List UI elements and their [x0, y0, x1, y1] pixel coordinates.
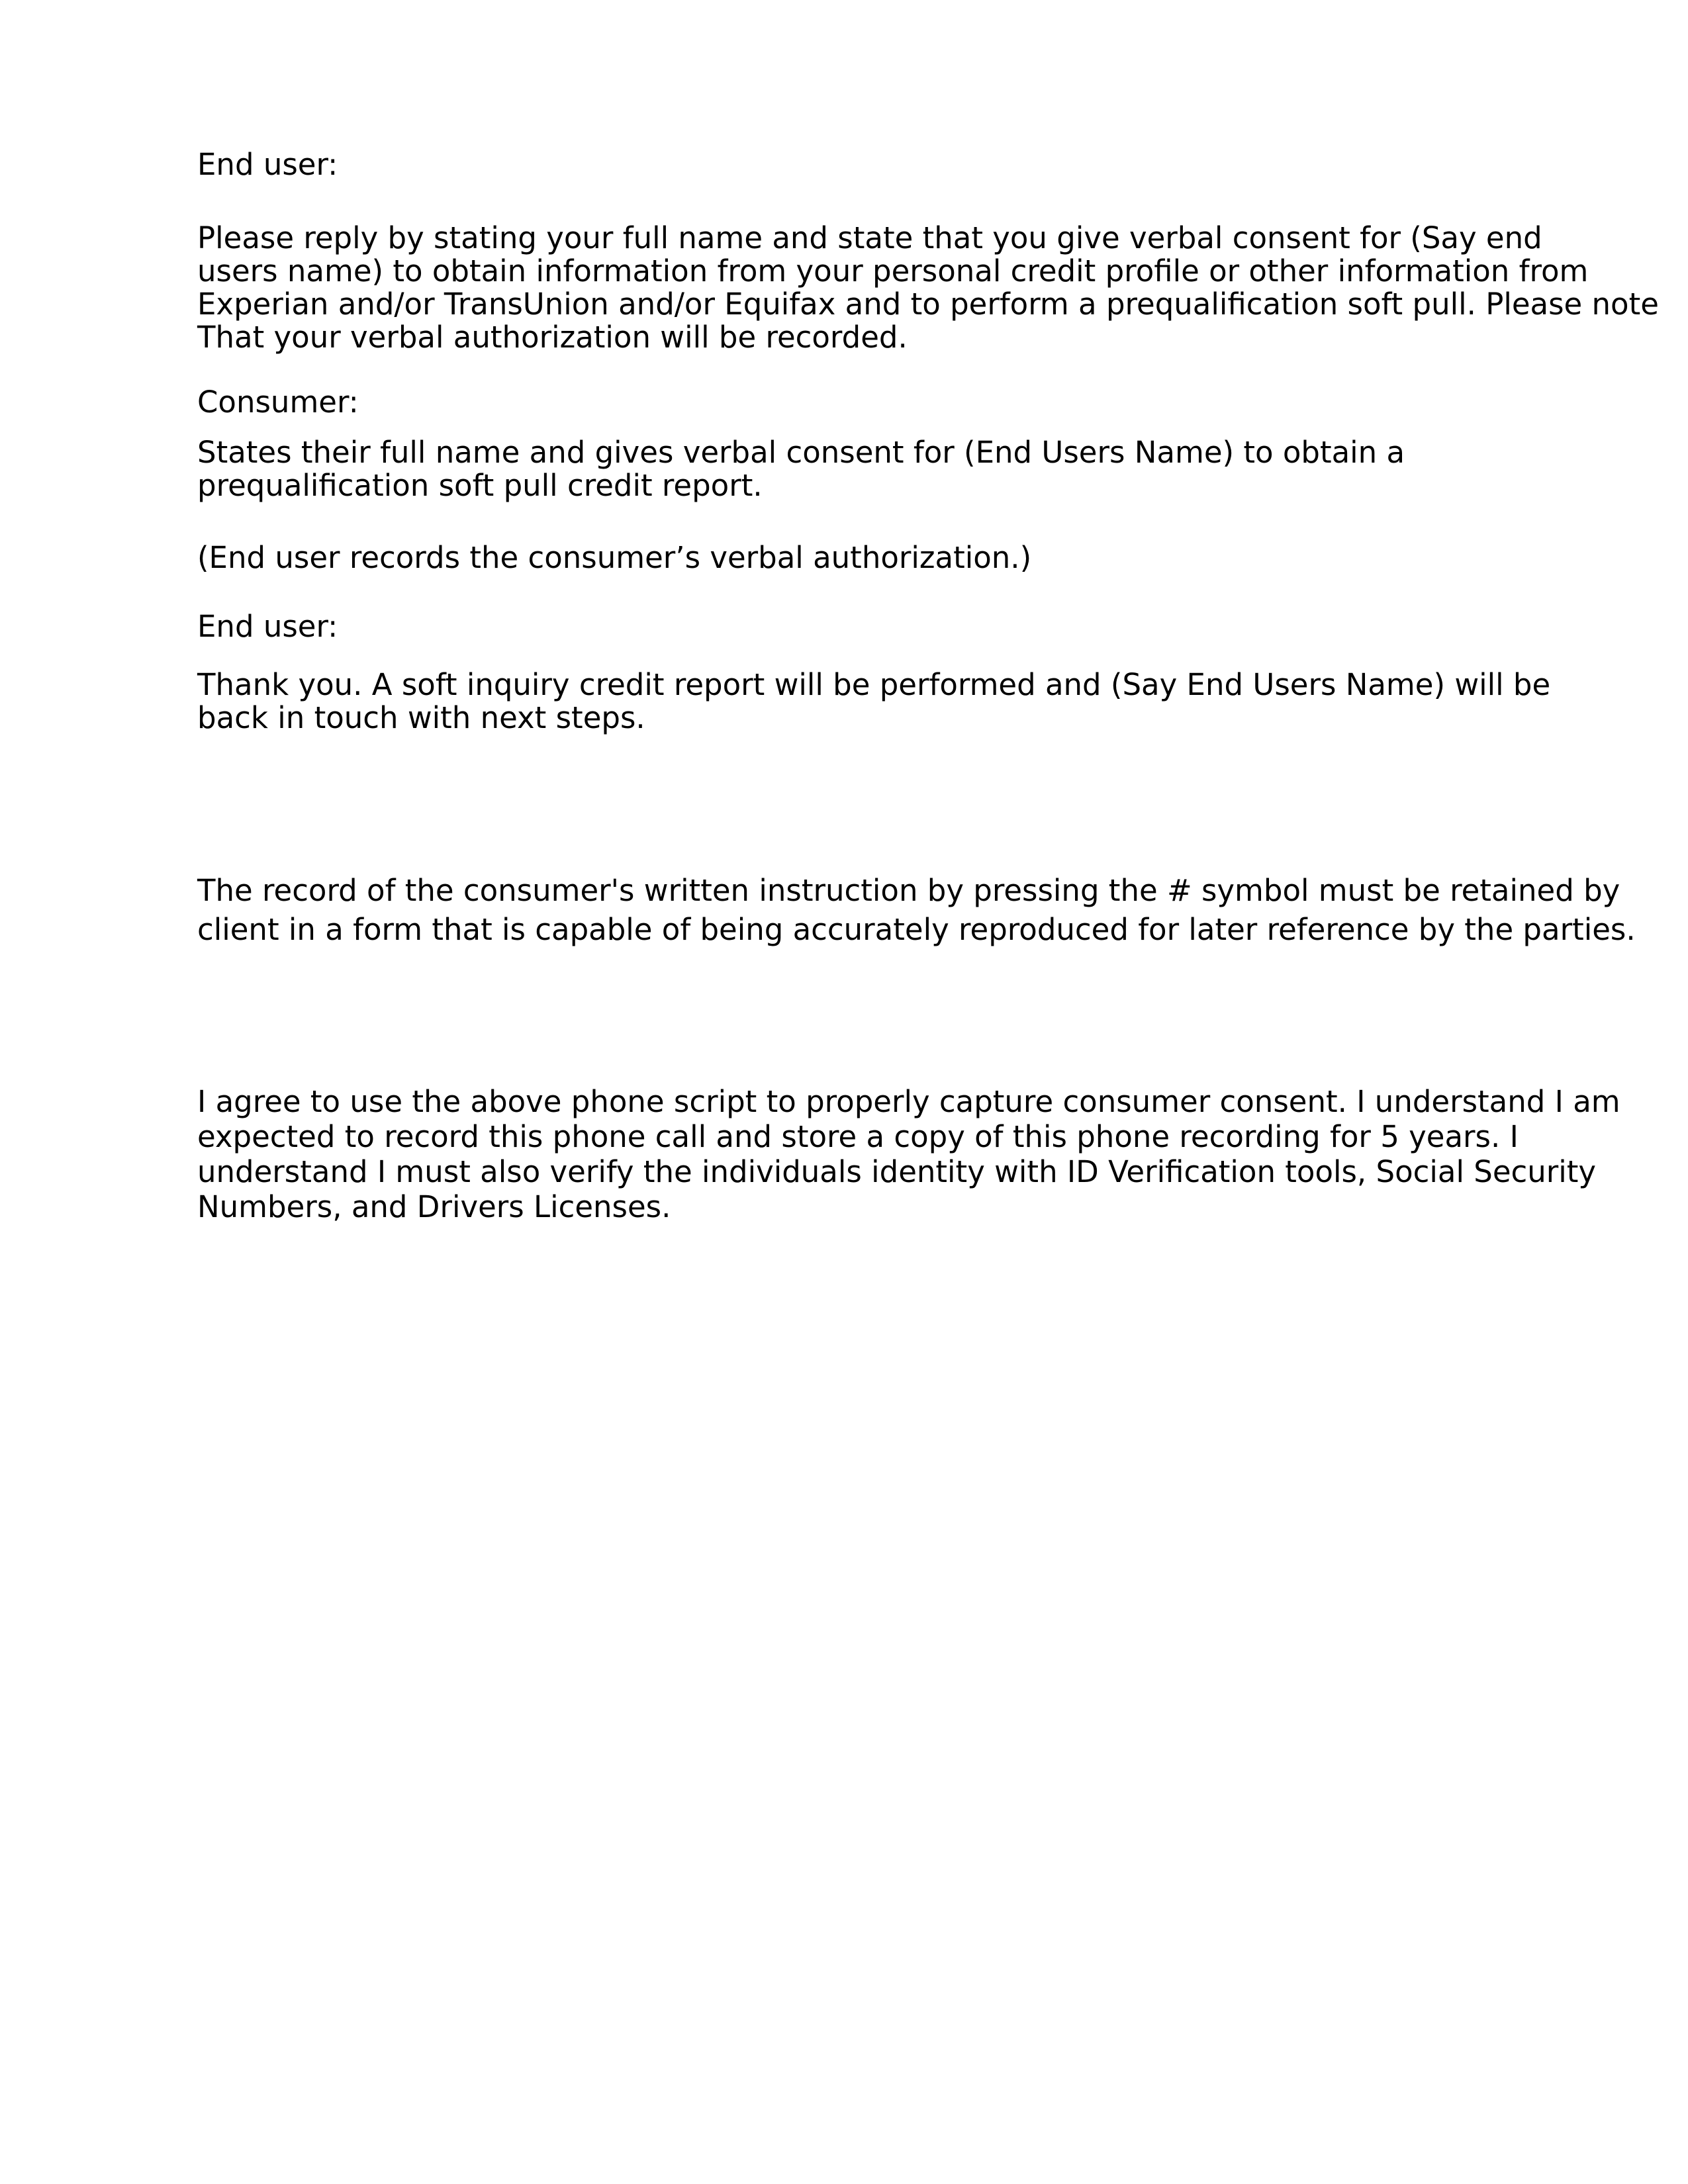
- text-line: understand I must also verify the individuals identity with ID Verification tools, Social Security: [197, 1154, 1597, 1189]
- text-line: users name) to obtain information from your personal credit profile or other information from: [197, 253, 1589, 289]
- recording-note: [197, 541, 1031, 574]
- end-user-label: [197, 610, 338, 643]
- end-user-label: [197, 148, 338, 181]
- text-line: prequalification soft pull credit report.: [197, 468, 763, 503]
- text-line: That your verbal authorization will be recorded.: [197, 320, 908, 355]
- text-line: back in touch with next steps.: [197, 700, 645, 735]
- consumer-label: [197, 386, 359, 419]
- agreement-paragraph: [197, 1084, 1620, 1224]
- text-line: client in a form that is capable of being accurately reproduced for later reference by the parties.: [197, 912, 1636, 947]
- text-line: Consumer:: [197, 385, 359, 420]
- text-line: End user:: [197, 609, 338, 644]
- text-line: Please reply by stating your full name and state that you give verbal consent for (Say end: [197, 220, 1542, 255]
- text-line: End user:: [197, 147, 338, 182]
- text-line: Thank you. A soft inquiry credit report will be performed and (Say End Users Name) will be: [197, 667, 1551, 702]
- end-user-prompt-paragraph: [197, 222, 1659, 354]
- text-line: The record of the consumer's written instruction by pressing the # symbol must be retained by: [197, 873, 1620, 908]
- retention-requirement-paragraph: [197, 871, 1636, 949]
- text-line: Experian and/or TransUnion and/or Equifax and to perform a prequalification soft pull. Please note: [197, 287, 1659, 322]
- text-line: Numbers, and Drivers Licenses.: [197, 1189, 671, 1224]
- end-user-closing-paragraph: [197, 668, 1550, 735]
- text-line: States their full name and gives verbal consent for (End Users Name) to obtain a: [197, 435, 1405, 470]
- text-line: I agree to use the above phone script to properly capture consumer consent. I understand I am: [197, 1084, 1620, 1119]
- consumer-response-paragraph: [197, 436, 1405, 502]
- text-line: expected to record this phone call and store a copy of this phone recording for 5 years. I: [197, 1119, 1519, 1154]
- text-line: (End user records the consumer’s verbal authorization.): [197, 540, 1032, 575]
